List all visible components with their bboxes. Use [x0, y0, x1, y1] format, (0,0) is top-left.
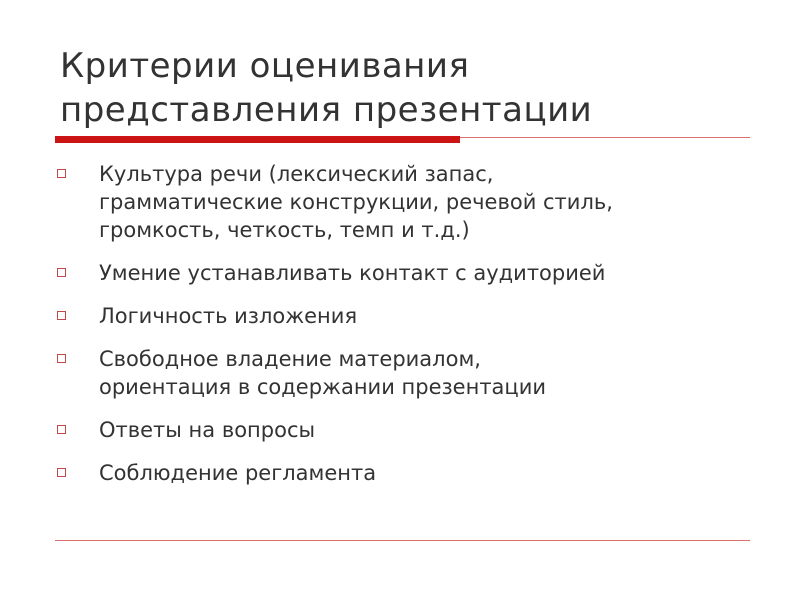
list-item-line: ориентация в содержании презентации: [99, 375, 547, 399]
list-item-text: [99, 160, 755, 244]
list-item-line: Ответы на вопросы: [99, 418, 316, 442]
footer-divider: [55, 540, 750, 541]
hollow-square-icon: [57, 169, 66, 178]
slide-title: [60, 44, 760, 132]
list-item-line: Культура речи (лексический запас,: [99, 162, 494, 186]
list-item-text: [99, 416, 755, 444]
list-item-line: громкость, четкость, темп и т.д.): [99, 218, 470, 242]
hollow-square-icon: [57, 268, 66, 277]
list-item-line: Свободное владение материалом,: [99, 347, 481, 371]
hollow-square-icon: [57, 354, 66, 363]
hollow-square-icon: [57, 468, 66, 477]
list-item-text: [99, 259, 755, 287]
hollow-square-icon: [57, 425, 66, 434]
list-item: [55, 416, 755, 444]
list-item-text: [99, 345, 755, 401]
hollow-square-icon: [57, 311, 66, 320]
list-item: [55, 459, 755, 487]
list-item-line: Умение устанавливать контакт с аудиторией: [99, 261, 606, 285]
title-divider-accent: [55, 136, 460, 143]
list-item-line: грамматические конструкции, речевой стиль,: [99, 190, 613, 214]
list-item-line: Соблюдение регламента: [99, 461, 377, 485]
list-item-text: [99, 459, 755, 487]
slide-title-line: Критерии оценивания: [60, 46, 470, 86]
list-item-line: Логичность изложения: [99, 304, 358, 328]
list-item-text: [99, 302, 755, 330]
list-item: [55, 160, 755, 244]
list-item: [55, 259, 755, 287]
list-item: [55, 345, 755, 401]
slide-title-line: представления презентации: [60, 90, 593, 130]
criteria-list: [55, 160, 755, 502]
list-item: [55, 302, 755, 330]
